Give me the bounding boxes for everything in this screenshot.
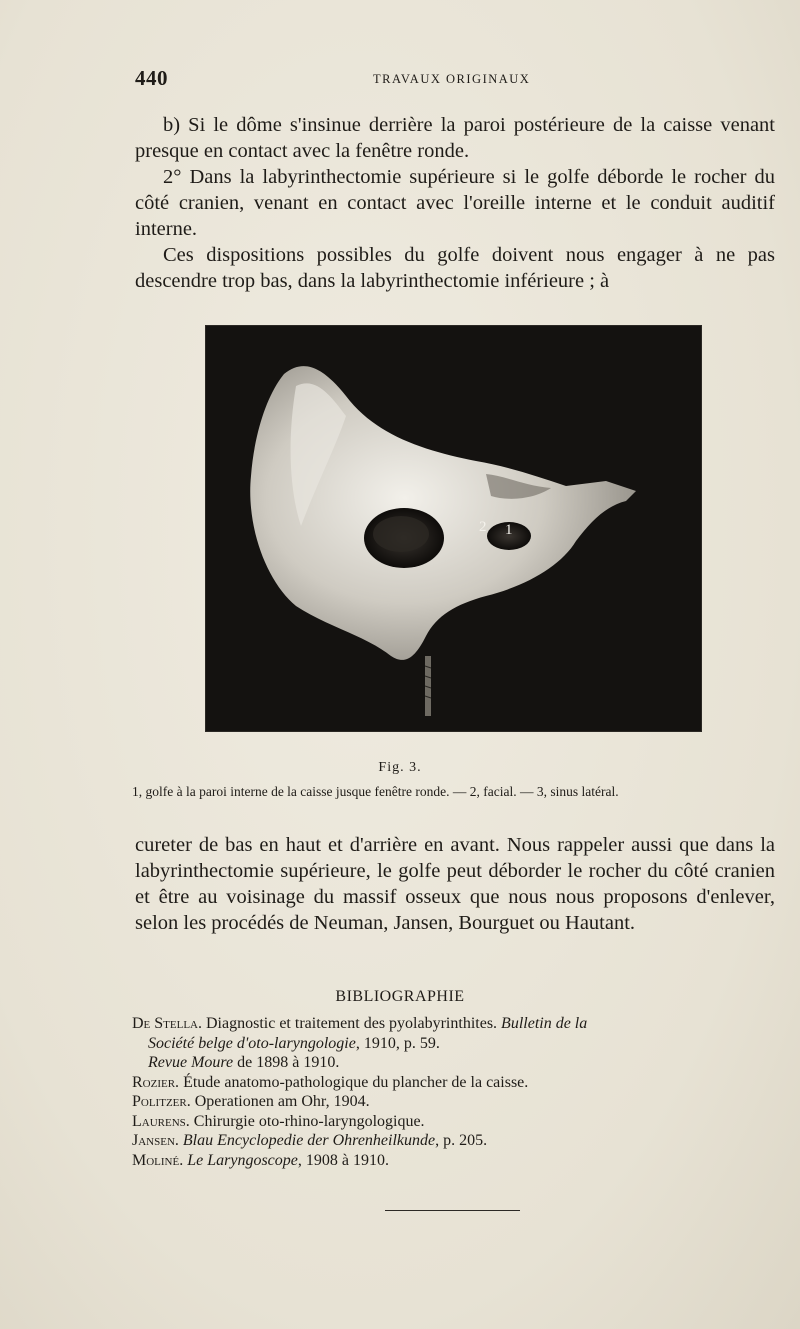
figure-photo bbox=[205, 325, 702, 732]
bib-entry: Rozier. Étude anatomo-pathologique du plancher de la caisse. bbox=[132, 1073, 529, 1091]
running-head: TRAVAUX ORIGINAUX bbox=[373, 72, 531, 86]
bib-entry: Revue Moure de 1898 à 1910. bbox=[148, 1054, 340, 1071]
bibliography-title: BIBLIOGRAPHIE bbox=[335, 988, 465, 1005]
temporal-bone-photo bbox=[206, 326, 702, 732]
bib-entry: Laurens. Chirurgie oto-rhino-laryngologique. bbox=[132, 1112, 425, 1130]
paragraph-2: 2° Dans la labyrinthectomie supérieure si le golfe déborde le rocher du côté cranien, venant en contact avec l'oreille interne et le conduit auditif interne. bbox=[135, 166, 775, 240]
paragraph-b: b) Si le dôme s'insinue derrière la paroi postérieure de la caisse venant presque en contact avec la fenêtre ronde. bbox=[135, 114, 775, 162]
figure-title: Fig. 3. bbox=[378, 760, 422, 775]
figure-label-1: 1 bbox=[505, 522, 513, 538]
bib-entry-continuation: Société belge d'oto-laryngologie, 1910, p. 59. bbox=[148, 1034, 440, 1052]
top-text bbox=[135, 112, 775, 294]
paragraph-ces: Ces dispositions possibles du golfe doivent nous engager à ne pas descendre trop bas, dans la labyrinthectomie inférieure ; à bbox=[135, 244, 775, 292]
figure-caption: 1, golfe à la paroi interne de la caisse jusque fenêtre ronde. — 2, facial. — 3, sinus latéral. bbox=[132, 784, 619, 799]
page-header bbox=[135, 66, 775, 96]
bib-entry: De Stella. Diagnostic et traitement des pyolabyrinthites. Bulletin de la bbox=[132, 1015, 588, 1032]
bib-entry: Politzer. Operationen am Ohr, 1904. bbox=[132, 1093, 370, 1110]
bibliography-list bbox=[132, 1014, 772, 1170]
bottom-text bbox=[135, 832, 775, 936]
paragraph-cureter: cureter de bas en haut et d'arrière en avant. Nous rappeler aussi que dans la labyrinthectomie supérieure, le golfe peut déborder le rocher du côté cranien et être au voisinage du massif osseux que nous nous proposons d'enlever, selon les procédés de Neuman, Jansen, Bourguet ou Hautant. bbox=[135, 834, 775, 934]
bib-entry: Jansen. Blau Encyclopedie der Ohrenheilkunde, p. 205. bbox=[132, 1132, 488, 1149]
end-rule bbox=[385, 1210, 520, 1211]
figure-label-2: 2 bbox=[479, 519, 487, 535]
page-number: 440 bbox=[135, 66, 168, 90]
bib-entry: Moliné. Le Laryngoscope, 1908 à 1910. bbox=[132, 1151, 389, 1169]
